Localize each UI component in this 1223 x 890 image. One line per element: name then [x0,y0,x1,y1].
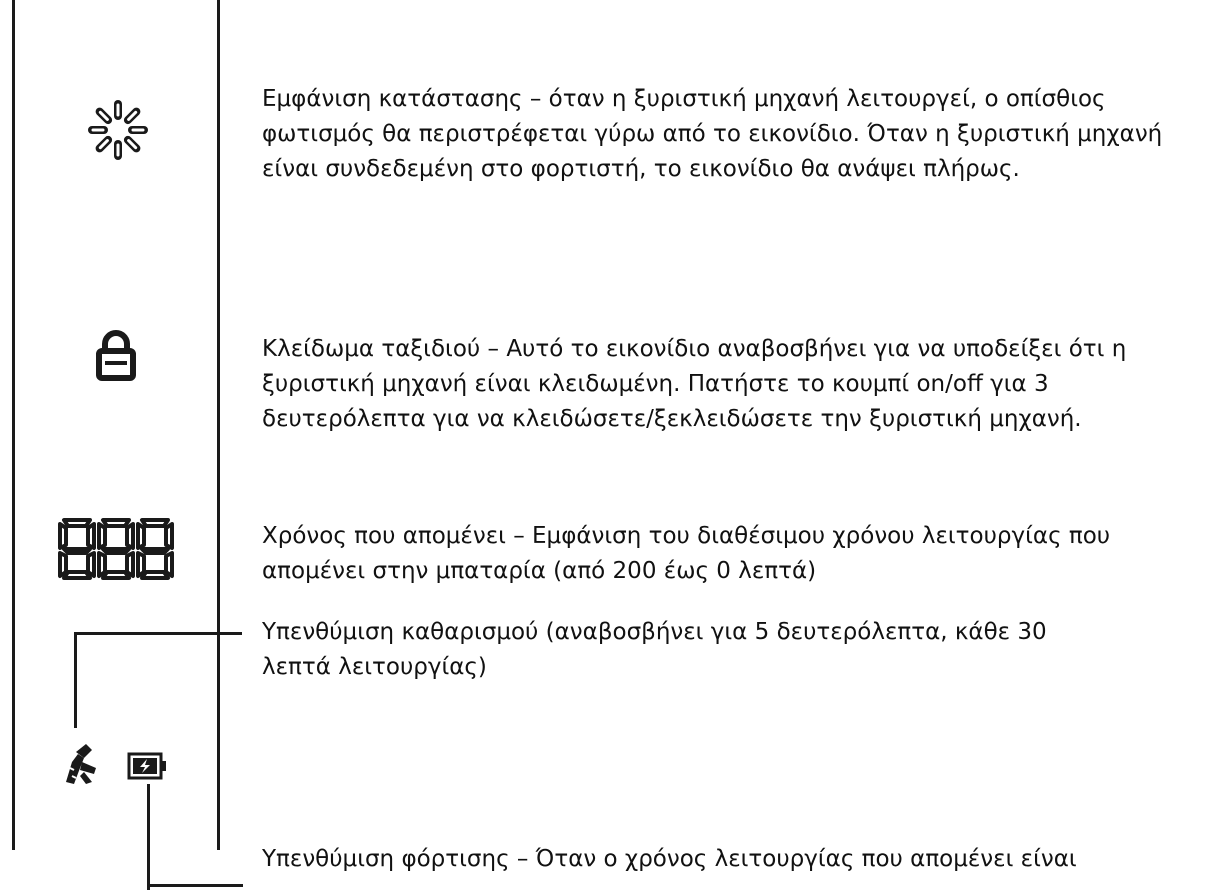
time-remaining-description-line: Χρόνος που απομένει – Εμφάνιση του διαθέσιμου χρόνου λειτουργίας που [262,523,1111,549]
status-description-line: Εμφάνιση κατάστασης – όταν η ξυριστική μηχανή λειτουργεί, ο οπίσθιος [262,86,1106,112]
charging-leader-horizontal [147,884,243,887]
status-description-line: είναι συνδεδεμένη στο φορτιστή, το εικονίδιο θα ανάψει πλήρως. [262,156,1020,182]
travel-lock-description-line: δευτερόλεπτα για να κλειδώσετε/ξεκλειδώσετε την ξυριστική μηχανή. [262,406,1082,432]
battery-charging-icon [127,752,169,780]
cleaning-reminder-description-line: Υπενθύμιση καθαρισμού (αναβοσβήνει για 5 δευτερόλεπτα, κάθε 30 [262,619,1047,645]
status-description-line: φωτισμός θα περιστρέφεται γύρω από το εικονίδιο. Όταν η ξυριστική μηχανή [262,121,1163,147]
travel-lock-description-line: ξυριστική μηχανή είναι κλειδωμένη. Πατήστε το κουμπί on/off για 3 [262,371,1049,397]
time-remaining-description-line: απομένει στην μπαταρία (από 200 έως 0 λεπτά) [262,558,817,584]
travel-lock-description [262,332,1217,437]
seven-segment-888-icon [58,518,176,580]
charging-reminder-description-line: Υπενθύμιση φόρτισης – Όταν ο χρόνος λειτουργίας που απομένει είναι [262,846,1077,872]
charging-leader-vertical [147,784,150,890]
travel-lock-description-line: Κλείδωμα ταξιδιού – Αυτό το εικονίδιο αναβοσβήνει για να υποδείξει ότι η [262,336,1127,362]
display-frame-right-line [217,0,220,850]
cleaning-brush-icon [62,742,102,786]
cleaning-leader-horizontal [74,632,242,635]
spinner-icon [78,90,158,170]
display-frame-left-line [12,0,15,850]
cleaning-reminder-description-line: λεπτά λειτουργίας) [262,654,487,680]
status-description [262,82,1217,187]
charging-reminder-description [262,842,1217,877]
time-remaining-description [262,519,1217,589]
lock-icon [94,330,138,382]
cleaning-reminder-description [262,615,1217,685]
cleaning-leader-vertical [74,632,77,728]
